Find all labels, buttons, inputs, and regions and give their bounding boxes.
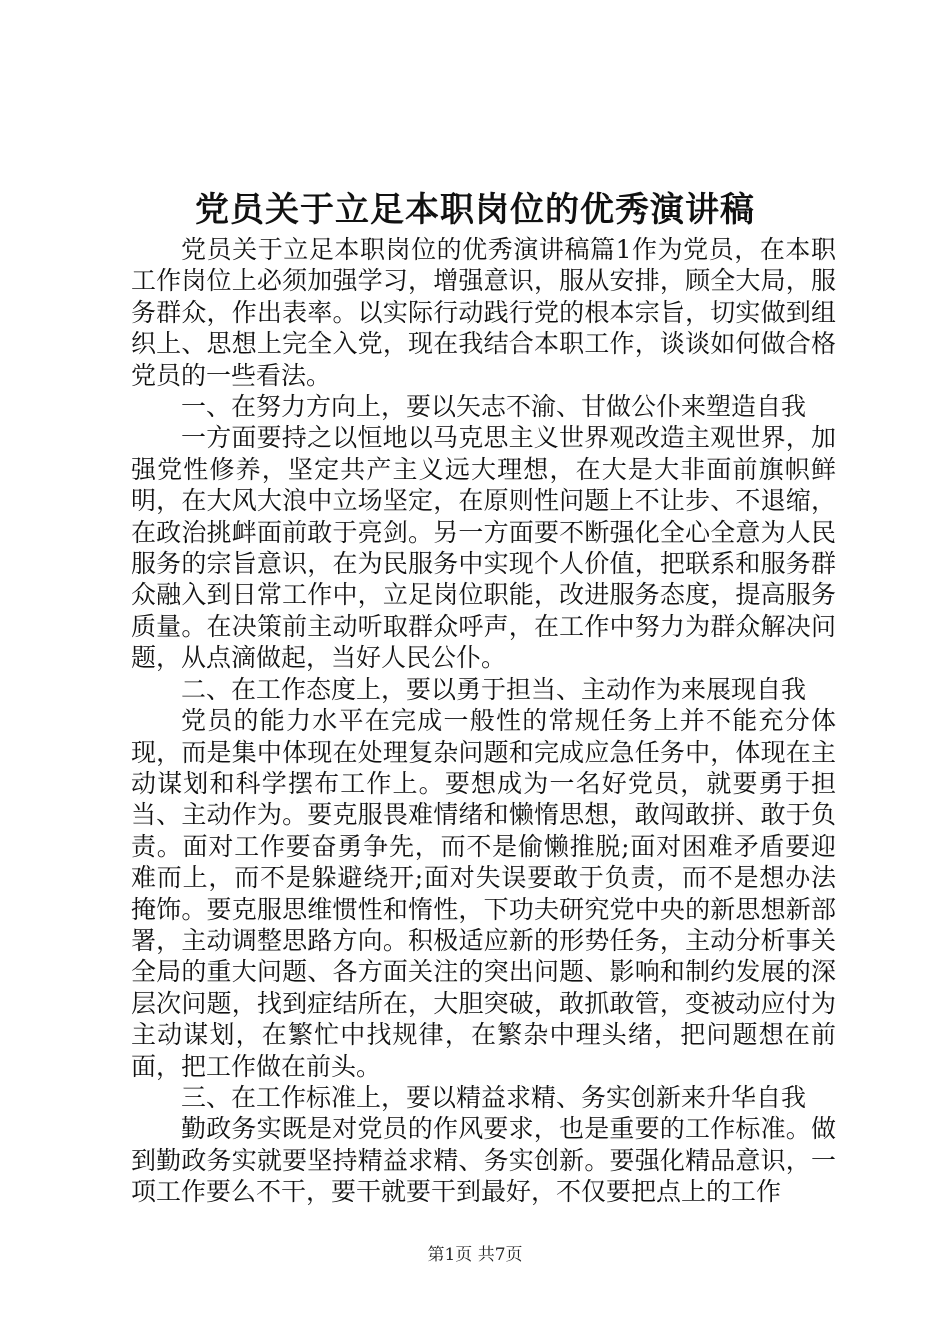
section-heading-2: 二、在工作态度上，要以勇于担当、主动作为来展现自我 [181,674,807,704]
paragraph-intro: 党员关于立足本职岗位的优秀演讲稿篇1作为党员，在本职工作岗位上必须加强学习，增强意识，服从安排，顾全大局，服务群众，作出表率。以实际行动践行党的根本宗旨，切实做到组织上、思想上完全入党，现在我结合本职工作，谈谈如何做合格党员的一些看法。 [131,235,836,390]
document-body [131,234,836,1208]
page-footer: 第1页 共7页 [427,1245,523,1265]
paragraph-section-2: 党员的能力水平在完成一般性的常规任务上并不能充分体现，而是集中体现在处理复杂问题和完成应急任务中，体现在主动谋划和科学摆布工作上。要想成为一名好党员，就要勇于担当、主动作为。要克服畏难情绪和懒惰思想，敢闯敢拼、敢于负责。面对工作要奋勇争先，而不是偷懒推脱;面对困难矛盾要迎难而上，而不是躲避绕开;面对失误要敢于负责，而不是想办法掩饰。要克服思维惯性和惰性，下功夫研究党中央的新思想新部署，主动调整思路方向。积极适应新的形势任务，主动分析事关全局的重大问题、各方面关注的突出问题、影响和制约发展的深层次问题，找到症结所在，大胆突破，敢抓敢管，变被动应付为主动谋划，在繁忙中找规律，在繁杂中理头绪，把问题想在前面，把工作做在前头。 [131,706,836,1081]
paragraph-section-1: 一方面要持之以恒地以马克思主义世界观改造主观世界，加强党性修养，坚定共产主义远大理想，在大是大非面前旗帜鲜明，在大风大浪中立场坚定，在原则性问题上不让步、不退缩，在政治挑衅面前敢于亮剑。另一方面要不断强化全心全意为人民服务的宗旨意识，在为民服务中实现个人价值，把联系和服务群众融入到日常工作中，立足岗位职能，改进服务态度，提高服务质量。在决策前主动听取群众呼声，在工作中努力为群众解决问题，从点滴做起，当好人民公仆。 [131,423,836,673]
document-title: 党员关于立足本职岗位的优秀演讲稿 [195,190,755,230]
section-heading-3: 三、在工作标准上，要以精益求精、务实创新来升华自我 [181,1082,807,1112]
section-heading-1: 一、在努力方向上，要以矢志不渝、甘做公仆来塑造自我 [181,392,807,422]
paragraph-section-3: 勤政务实既是对党员的作风要求，也是重要的工作标准。做到勤政务实就要坚持精益求精、务实创新。要强化精品意识，一项工作要么不干，要干就要干到最好，不仅要把点上的工作 [131,1114,836,1207]
